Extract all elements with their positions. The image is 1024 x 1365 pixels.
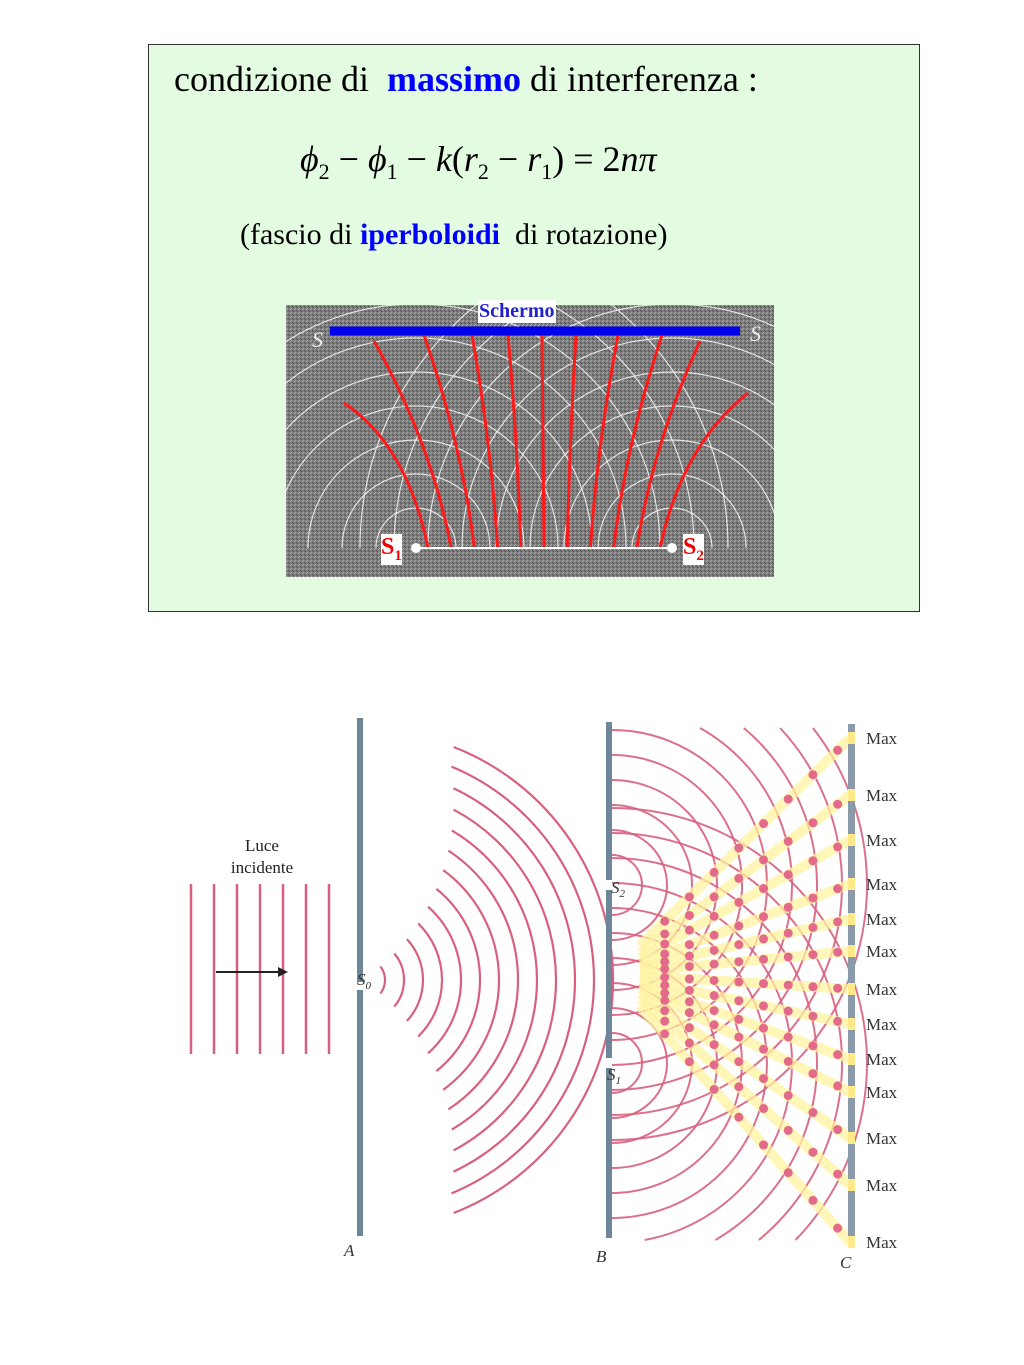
double-slit-diagram — [0, 700, 1024, 1300]
constructive-point — [833, 1170, 842, 1179]
max-label: Max — [866, 942, 898, 961]
constructive-point — [759, 1045, 768, 1054]
constructive-point — [833, 884, 842, 893]
incident-label-line2: incidente — [230, 858, 294, 877]
max-label: Max — [866, 1176, 898, 1195]
constructive-point — [734, 996, 743, 1005]
constructive-point — [833, 948, 842, 957]
constructive-point — [808, 1108, 817, 1117]
barrier-b-label: B — [596, 1247, 607, 1266]
constructive-point — [685, 1023, 694, 1032]
constructive-point — [734, 843, 743, 852]
constructive-point — [660, 1029, 669, 1038]
s0-wavefront — [394, 954, 404, 1007]
hyperboloid-note — [240, 218, 840, 252]
slit-s2-label: $S_2$ — [611, 878, 625, 900]
s0-wavefront — [448, 851, 518, 1110]
barrier-b-lower — [606, 1068, 612, 1238]
constructive-point — [759, 855, 768, 864]
constructive-point — [833, 984, 842, 993]
constructive-point — [833, 1125, 842, 1134]
constructive-point — [784, 952, 793, 961]
screen-bright-spot — [848, 1179, 855, 1191]
rhs-pi: π — [638, 139, 657, 179]
phi1: $\phi_1$ — [367, 139, 398, 185]
constructive-point — [710, 1020, 719, 1029]
minus-3: − — [497, 139, 519, 179]
r2: $r_2$ — [463, 139, 489, 185]
constructive-point — [808, 982, 817, 991]
screen-bright-spot — [848, 1053, 855, 1065]
note-highlight: iperboloidi — [359, 218, 500, 251]
constructive-point — [759, 884, 768, 893]
slit-s1-label: $S_1$ — [607, 1065, 621, 1087]
constructive-point — [759, 1024, 768, 1033]
constructive-point — [734, 1057, 743, 1066]
constructive-point — [833, 1081, 842, 1090]
minus-2: − — [406, 139, 427, 179]
constructive-point — [759, 979, 768, 988]
constructive-point — [685, 974, 694, 983]
constructive-point — [784, 1168, 793, 1177]
constructive-point — [685, 962, 694, 971]
constructive-point — [808, 1041, 817, 1050]
constructive-point — [685, 911, 694, 920]
note-open: (fascio di — [240, 218, 353, 251]
constructive-point — [734, 921, 743, 930]
constructive-point — [660, 929, 669, 938]
constructive-point — [808, 950, 817, 959]
constructive-point — [734, 1015, 743, 1024]
note-close: di rotazione) — [515, 218, 668, 251]
constructive-point — [784, 795, 793, 804]
constructive-point — [808, 856, 817, 865]
inset-s-right-label: S — [750, 321, 761, 346]
constructive-point — [685, 940, 694, 949]
barrier-a-upper — [357, 718, 363, 982]
barrier-a-label: A — [344, 1241, 355, 1260]
paren-open: ( — [451, 139, 464, 179]
constructive-point — [759, 1074, 768, 1083]
constructive-point — [759, 1104, 768, 1113]
constructive-point — [833, 1050, 842, 1059]
constructive-point — [784, 981, 793, 990]
constructive-point — [808, 770, 817, 779]
screen-bright-spot — [848, 1086, 855, 1098]
heading-prefix: condizione di — [174, 59, 369, 99]
constructive-point — [833, 1224, 842, 1233]
constructive-point — [784, 837, 793, 846]
constructive-point — [710, 931, 719, 940]
max-label: Max — [866, 1050, 898, 1069]
s0-wavefront — [428, 907, 461, 1054]
rhs-two: 2 — [602, 139, 621, 179]
constructive-point — [660, 949, 669, 958]
screen-bright-spot — [848, 1018, 855, 1030]
constructive-point — [660, 1006, 669, 1015]
constructive-point — [734, 898, 743, 907]
constructive-point — [685, 1039, 694, 1048]
constructive-point — [660, 940, 669, 949]
constructive-point — [734, 874, 743, 883]
max-label: Max — [866, 1233, 898, 1252]
screen-bright-spot — [848, 789, 855, 801]
constructive-point — [759, 912, 768, 921]
screen-bright-spot — [848, 1236, 855, 1248]
constructive-point — [710, 1006, 719, 1015]
constructive-point — [784, 870, 793, 879]
barrier-c-label: C — [840, 1253, 852, 1272]
constructive-point — [784, 1007, 793, 1016]
paren-close: ) — [552, 139, 565, 179]
constructive-point — [660, 964, 669, 973]
constructive-point — [710, 912, 719, 921]
max-label: Max — [866, 1015, 898, 1034]
maxima-band — [640, 999, 850, 1185]
maximum-condition-formula — [300, 138, 760, 185]
s0-wavefront — [452, 767, 594, 1194]
constructive-point — [685, 986, 694, 995]
s0-wavefront — [380, 967, 385, 994]
heading-suffix: di interferenza : — [529, 59, 758, 99]
s0-wavefront — [454, 747, 613, 1213]
constructive-point — [784, 1033, 793, 1042]
constructive-point — [833, 842, 842, 851]
max-label: Max — [866, 980, 898, 999]
constructive-point — [784, 903, 793, 912]
constructive-point — [710, 960, 719, 969]
max-label: Max — [866, 1083, 898, 1102]
incident-plane-waves — [191, 884, 329, 1054]
constructive-point — [759, 955, 768, 964]
phi2: $\phi_2$ — [300, 139, 330, 185]
constructive-point — [685, 926, 694, 935]
constructive-point — [710, 1060, 719, 1069]
constructive-point — [710, 868, 719, 877]
constructive-point — [833, 746, 842, 755]
constructive-point — [734, 957, 743, 966]
constructive-point — [833, 800, 842, 809]
constructive-point — [734, 940, 743, 949]
s0-wavefront — [407, 939, 423, 1021]
screen-bright-spot — [848, 732, 855, 744]
constructive-point — [808, 923, 817, 932]
minus-1: − — [338, 139, 359, 179]
max-label: Max — [866, 729, 898, 748]
constructive-point — [808, 818, 817, 827]
barrier-b-middle — [606, 890, 612, 1058]
max-label: Max — [866, 786, 898, 805]
constructive-point — [759, 1140, 768, 1149]
max-label: Max — [866, 1129, 898, 1148]
constructive-point — [808, 1148, 817, 1157]
constructive-point — [710, 1085, 719, 1094]
source-1-dot — [411, 543, 421, 553]
constructive-point — [784, 1057, 793, 1066]
hyperbola — [542, 335, 544, 548]
constructive-point — [685, 1057, 694, 1066]
max-label: Max — [866, 831, 898, 850]
constructive-point — [734, 1113, 743, 1122]
constructive-point — [660, 1017, 669, 1026]
panel-heading — [174, 58, 914, 100]
constructive-point — [759, 934, 768, 943]
inset-s-left-label: S — [312, 327, 323, 352]
screen-bright-spot — [848, 945, 855, 957]
incident-label-line1: Luce — [245, 836, 279, 855]
constructive-point — [710, 1040, 719, 1049]
constructive-point — [759, 1001, 768, 1010]
constructive-point — [734, 978, 743, 987]
constructive-point — [808, 1012, 817, 1021]
constructive-point — [808, 1196, 817, 1205]
constructive-point — [710, 892, 719, 901]
constructive-point — [685, 1008, 694, 1017]
s0-wavefront — [418, 923, 442, 1036]
max-label: Max — [866, 875, 898, 894]
barrier-a-lower — [357, 990, 363, 1236]
constructive-point — [685, 952, 694, 961]
screen-bright-spot — [848, 878, 855, 890]
constructive-point — [685, 997, 694, 1006]
constructive-point — [710, 946, 719, 955]
constructive-point — [660, 973, 669, 982]
constructive-point — [660, 917, 669, 926]
screen-label: Schermo — [479, 300, 555, 322]
constructive-point — [784, 929, 793, 938]
constructive-point — [833, 917, 842, 926]
constructive-point — [808, 893, 817, 902]
constructive-point — [710, 991, 719, 1000]
source-2-dot — [667, 543, 677, 553]
wave-number: k — [435, 139, 452, 179]
constructive-point — [734, 1033, 743, 1042]
constructive-point — [710, 976, 719, 985]
screen-bright-spot — [848, 1132, 855, 1144]
screen-bright-spot — [848, 834, 855, 846]
rhs-n: n — [620, 139, 639, 179]
constructive-point — [660, 996, 669, 1005]
constructive-point — [734, 1082, 743, 1091]
constructive-point — [784, 1126, 793, 1135]
screen-bright-spot — [848, 913, 855, 925]
barrier-b-upper — [606, 722, 612, 880]
max-label: Max — [866, 910, 898, 929]
heading-highlight: massimo — [386, 59, 521, 99]
source-1-label: $S_1$ — [381, 534, 402, 564]
max-labels — [866, 729, 898, 1252]
s0-circular-waves — [380, 747, 613, 1213]
constructive-point — [833, 1017, 842, 1026]
constructive-point — [808, 1069, 817, 1078]
equals-sign: = — [573, 139, 594, 179]
constructive-point — [685, 892, 694, 901]
slit-s0-label: $S_0$ — [357, 970, 371, 992]
constructive-point — [660, 981, 669, 990]
r1: $r_1$ — [527, 139, 553, 185]
source-2-label: $S_2$ — [683, 534, 704, 564]
s0-wavefront — [454, 810, 556, 1151]
screen-bright-spot — [848, 983, 855, 995]
constructive-point — [759, 819, 768, 828]
constructive-point — [784, 1091, 793, 1100]
